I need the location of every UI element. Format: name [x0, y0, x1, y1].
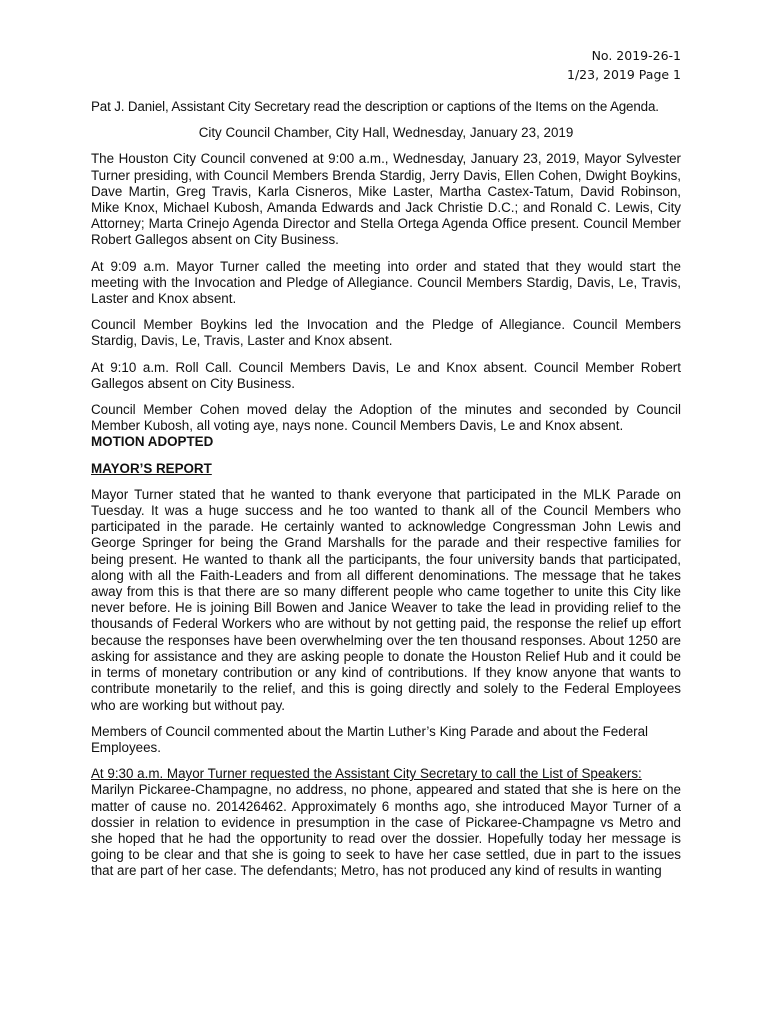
motion-paragraph	[91, 402, 681, 451]
intro-paragraph: Pat J. Daniel, Assistant City Secretary read the description or captions of the Items on the Agenda.	[91, 99, 659, 114]
mayors-report-heading	[91, 461, 681, 477]
date-page-number: 1/23, 2019 Page 1	[567, 67, 681, 82]
speakers-section	[91, 766, 681, 879]
roll-call-paragraph: At 9:10 a.m. Roll Call. Council Members Davis, Le and Knox absent. Council Member Robert Gallegos absent on City Business.	[91, 359, 681, 391]
minutes-body	[91, 99, 681, 890]
document-number: No. 2019-26-1	[591, 48, 681, 63]
meeting-location: City Council Chamber, City Hall, Wednesday, January 23, 2019	[198, 125, 574, 141]
speakers-heading: At 9:30 a.m. Mayor Turner requested the Assistant City Secretary to call the List of Speakers:	[91, 766, 642, 782]
convened-paragraph: The Houston City Council convened at 9:00 a.m., Wednesday, January 23, 2019, Mayor Sylvester Turner presiding, with Council Members Brenda Stardig, Jerry Davis, Ellen Cohen, Dwight Boykins, Dave Martin, Greg Travis, Karla Cisneros, Mike Laster, Martha Castex-Tatum, David Robinson, Mike Knox, Michael Kubosh, Amanda Edwards and Jack Christie D.C.; and Ronald C. Lewis, City Attorney; Marta Crinejo Agenda Director and Stella Ortega Agenda Office present. Council Member Robert Gallegos absent on City Business.	[91, 151, 681, 248]
motion-text: Council Member Cohen moved delay the Adoption of the minutes and seconded by Council Member Kubosh, all voting aye, nays none. Council Members Davis, Le and Knox absent.	[91, 402, 681, 434]
speakers-body: Marilyn Pickaree-Champagne, no address, no phone, appeared and stated that she is here on the matter of cause no. 201426462. Approximately 6 months ago, she introduced Mayor Turner of a dossier in relation to evidence in presumption in the case of Pickaree-Champagne vs Metro and she hoped that he had the opportunity to read over the dossier. Hopefully today her message is going to be clear and that she is going to seek to have her case settled, due in part to the issues that are part of her case. The defendants; Metro, has not produced any kind of results in wanting	[91, 782, 681, 879]
invocation-paragraph: Council Member Boykins led the Invocation and the Pledge of Allegiance. Council Members Stardig, Davis, Le, Travis, Laster and Knox absent.	[91, 317, 681, 349]
call-to-order-paragraph: At 9:09 a.m. Mayor Turner called the meeting into order and stated that they would start the meeting with the Invocation and Pledge of Allegiance. Council Members Stardig, Davis, Le, Travis, Laster and Knox absent.	[91, 258, 681, 307]
mayors-report-heading-text: MAYOR’S REPORT	[91, 460, 212, 476]
mayors-report-body: Mayor Turner stated that he wanted to thank everyone that participated in the MLK Parade on Tuesday. It was a huge success and he too wanted to thank all of the Council Members who participated in the parade. He certainly wanted to acknowledge Congressman John Lewis and George Springer for being the Grand Marshalls for the parade and their respective families for being present. He wanted to thank all the participants, the four university bands that participated, along with all the Faith-Leaders and from all different denominations. The message that he takes away from this is that there are so many different people who came together to unite this City like never before. He is joining Bill Bowen and Janice Weaver to take the lead in providing relief to the thousands of Federal Workers who are without by not getting paid, the response the relief up effort because the responses have been overwhelming over the ten thousand responses. About 1250 are asking for assistance and they are asking people to donate the Houston Relief Hub and it could be in terms of monetary contribution or any kind of contributions. If they know anyone that wants to contribute monetarily to the relief, and this is going directly and solely to the Federal Employees who are working but without pay.	[91, 486, 681, 713]
page-header	[567, 46, 681, 84]
motion-result: MOTION ADOPTED	[91, 434, 214, 450]
council-comments-paragraph: Members of Council commented about the Martin Luther’s King Parade and about the Federal Employees.	[91, 723, 649, 755]
